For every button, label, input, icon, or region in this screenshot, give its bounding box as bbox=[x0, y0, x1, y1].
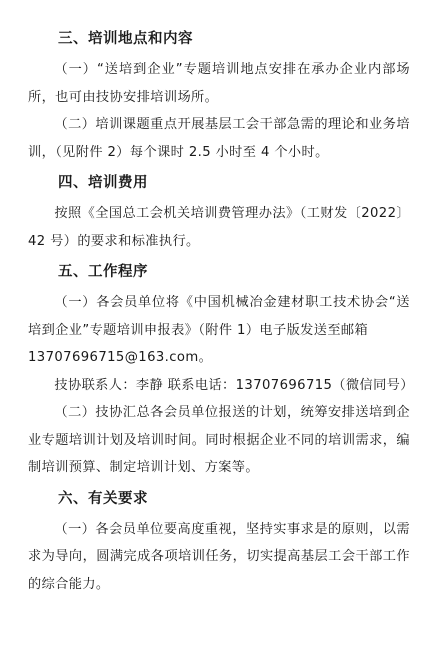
section-3 bbox=[28, 28, 410, 166]
section-4-title: 四、培训费用 bbox=[58, 175, 148, 191]
section-4-paragraph-1: 按照《全国总工会机关培训费管理办法》（工财发〔2022〕42 号）的要求和标准执行。 bbox=[28, 206, 410, 249]
section-5-contact: 技协联系人：李静 联系电话：13707696715（微信同号） bbox=[54, 377, 414, 393]
section-3-paragraph-1: （一）“送培到企业”专题培训地点安排在承办企业内部场所，也可由技协安排培训场所。 bbox=[28, 62, 410, 105]
section-5-paragraph-2: （二）技协汇总各会员单位报送的计划，统筹安排送培到企业专题培训计划及培训时间。同时根据企业不同的培训需求，编制培训预算、制定培训计划、方案等。 bbox=[28, 405, 410, 475]
section-5-title: 五、工作程序 bbox=[58, 264, 148, 280]
section-6-paragraph-1: （一）各会员单位要高度重视，坚持实事求是的原则，以需求为导向，圆满完成各项培训任务，切实提高基层工会干部工作的综合能力。 bbox=[28, 521, 410, 592]
section-3-title: 三、培训地点和内容 bbox=[58, 31, 193, 47]
section-5-paragraph-1: （一）各会员单位将《中国机械冶金建材职工技术协会“送培到企业”专题培训申报表》（附件 1）电子版发送至邮箱 bbox=[28, 295, 410, 338]
section-4 bbox=[28, 172, 410, 255]
section-3-paragraph-2: （二）培训课题重点开展基层工会干部急需的理论和业务培训，（见附件 2）每个课时 2.5 小时至 4 个小时。 bbox=[28, 117, 410, 160]
section-5 bbox=[28, 261, 414, 482]
section-5-email: 13707696715@163.com。 bbox=[28, 350, 213, 365]
section-6-title: 六、有关要求 bbox=[58, 490, 148, 507]
section-6 bbox=[28, 488, 410, 599]
